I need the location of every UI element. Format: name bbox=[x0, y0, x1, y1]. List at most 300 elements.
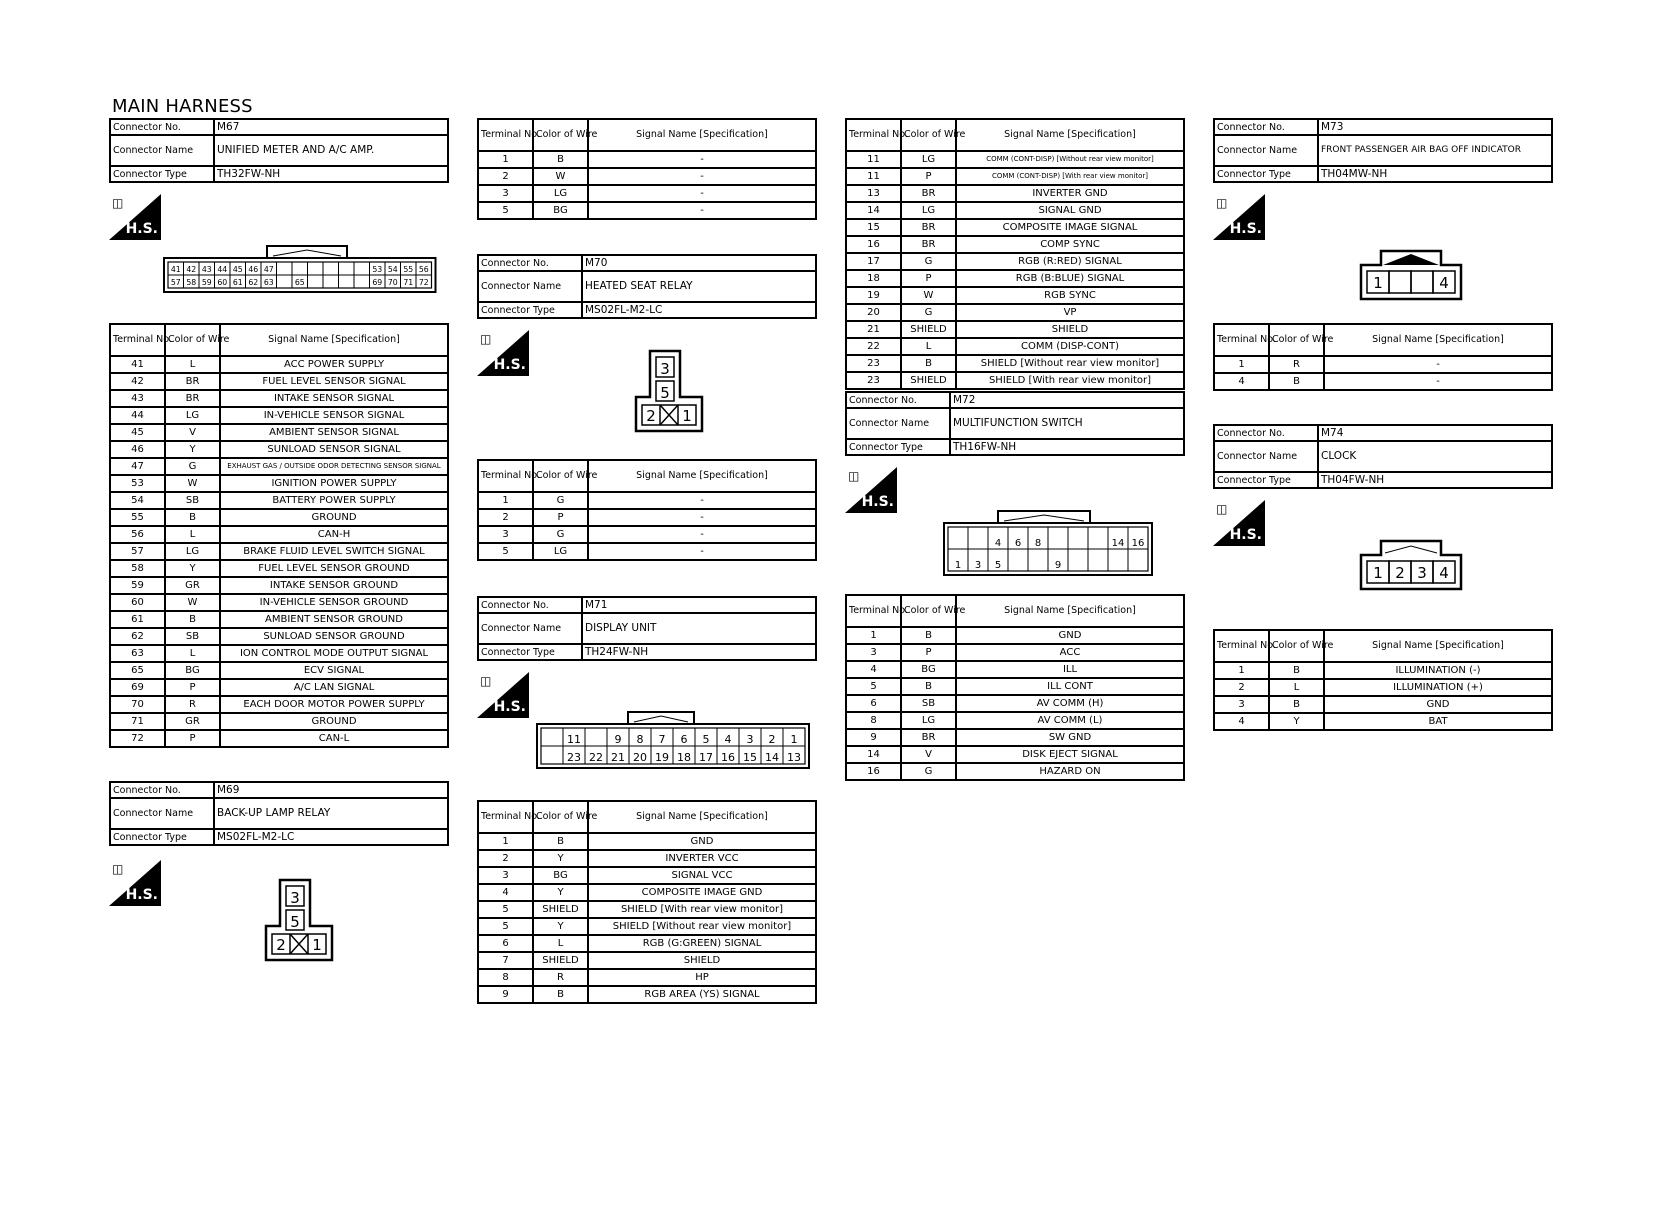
terminal-no-cell: 57 bbox=[110, 543, 165, 560]
wire-color-cell: G bbox=[901, 253, 956, 270]
wire-color-cell: BR bbox=[165, 390, 220, 407]
table-row bbox=[846, 253, 1184, 270]
table-row bbox=[846, 372, 1184, 389]
pin-number: 43 bbox=[201, 265, 212, 274]
table-row bbox=[110, 730, 448, 747]
terminal-no-cell: 23 bbox=[846, 372, 901, 389]
wire-color-cell: W bbox=[165, 594, 220, 611]
connector-type-value: TH24FW-NH bbox=[582, 644, 816, 660]
table-row bbox=[110, 645, 448, 662]
pin-cavity bbox=[1008, 549, 1028, 571]
signal-name-cell: - bbox=[1324, 373, 1552, 390]
pin-cavity bbox=[541, 746, 563, 764]
wire-color-cell: SB bbox=[901, 695, 956, 712]
connector-name-label: Connector Name bbox=[846, 408, 950, 439]
pin-cavity bbox=[277, 262, 293, 275]
wire-color-cell: B bbox=[533, 151, 588, 168]
terminal-table-m67 bbox=[109, 323, 449, 748]
terminal-no-cell: 21 bbox=[846, 321, 901, 338]
signal-name-cell: SHIELD bbox=[956, 321, 1184, 338]
wire-color-cell: BR bbox=[901, 236, 956, 253]
pin-number: 72 bbox=[418, 278, 429, 287]
pin-number: 20 bbox=[633, 751, 647, 764]
pin-cavity bbox=[339, 262, 355, 275]
table-row bbox=[1214, 373, 1552, 390]
connector-face-m73 bbox=[1355, 245, 1465, 305]
terminal-no-cell: 54 bbox=[110, 492, 165, 509]
connector-face-m67 bbox=[162, 240, 452, 300]
latch-mark bbox=[1004, 515, 1084, 521]
terminal-no-cell: 6 bbox=[846, 695, 901, 712]
table-row bbox=[110, 577, 448, 594]
connector-no-value: M73 bbox=[1318, 119, 1552, 135]
signal-name-cell: GND bbox=[1324, 696, 1552, 713]
table-row bbox=[846, 168, 1184, 185]
connector-info-m71 bbox=[477, 596, 817, 661]
terminal-no-cell: 8 bbox=[846, 712, 901, 729]
wire-color-cell: V bbox=[165, 424, 220, 441]
pin-number: 1 bbox=[954, 560, 962, 571]
wire-color-cell: B bbox=[901, 355, 956, 372]
signal-name-header: Signal Name [Specification] bbox=[588, 460, 816, 492]
connector-name-label: Connector Name bbox=[110, 135, 214, 166]
signal-name-cell: EXHAUST GAS / OUTSIDE ODOR DETECTING SENSOR SIGNAL bbox=[220, 458, 448, 475]
terminal-no-header: Terminal No. bbox=[478, 460, 533, 492]
table-row bbox=[110, 373, 448, 390]
signal-name-cell: COMPOSITE IMAGE GND bbox=[588, 884, 816, 901]
terminal-no-cell: 41 bbox=[110, 356, 165, 373]
pin-number: 5 bbox=[994, 560, 1002, 571]
terminal-no-cell: 42 bbox=[110, 373, 165, 390]
signal-name-cell: ECV SIGNAL bbox=[220, 662, 448, 679]
terminal-no-cell: 1 bbox=[478, 833, 533, 850]
table-row bbox=[110, 713, 448, 730]
table-row bbox=[846, 304, 1184, 321]
table-row bbox=[110, 509, 448, 526]
pin-number: 9 bbox=[1054, 560, 1062, 571]
table-row bbox=[846, 661, 1184, 678]
wire-color-cell: BG bbox=[533, 202, 588, 219]
wire-color-cell: B bbox=[165, 611, 220, 628]
pin-cavity bbox=[968, 527, 988, 549]
connector-name-label: Connector Name bbox=[478, 271, 582, 302]
signal-name-cell: FUEL LEVEL SENSOR SIGNAL bbox=[220, 373, 448, 390]
signal-name-cell: INVERTER VCC bbox=[588, 850, 816, 867]
connector-face-m70 bbox=[632, 347, 717, 435]
signal-name-cell: SHIELD [Without rear view monitor] bbox=[588, 918, 816, 935]
terminal-no-header: Terminal No. bbox=[1214, 630, 1269, 662]
signal-name-cell: GROUND bbox=[220, 509, 448, 526]
wire-color-cell: SHIELD bbox=[901, 321, 956, 338]
harness-side-icon: ◫ H.S. bbox=[109, 860, 161, 906]
table-row bbox=[478, 969, 816, 986]
pin-cavity bbox=[1068, 549, 1088, 571]
pin-number: 1 bbox=[1373, 564, 1383, 582]
pin-cavity bbox=[323, 275, 339, 288]
table-row bbox=[846, 185, 1184, 202]
connector-type-label: Connector Type bbox=[110, 829, 214, 845]
pin-cavity bbox=[1108, 549, 1128, 571]
pin-cavity bbox=[1048, 527, 1068, 549]
table-row bbox=[846, 627, 1184, 644]
signal-name-header: Signal Name [Specification] bbox=[220, 324, 448, 356]
pin-number: 63 bbox=[263, 278, 274, 287]
wire-color-cell: LG bbox=[901, 712, 956, 729]
terminal-no-cell: 46 bbox=[110, 441, 165, 458]
signal-name-cell: INVERTER GND bbox=[956, 185, 1184, 202]
signal-name-cell: AV COMM (L) bbox=[956, 712, 1184, 729]
terminal-no-cell: 4 bbox=[1214, 713, 1269, 730]
signal-name-cell: AMBIENT SENSOR SIGNAL bbox=[220, 424, 448, 441]
table-row bbox=[1214, 696, 1552, 713]
signal-name-cell: CAN-H bbox=[220, 526, 448, 543]
signal-name-cell: ACC bbox=[956, 644, 1184, 661]
table-row bbox=[110, 526, 448, 543]
wire-color-cell: W bbox=[533, 168, 588, 185]
signal-name-cell: SUNLOAD SENSOR SIGNAL bbox=[220, 441, 448, 458]
signal-name-cell: COMM (DISP-CONT) bbox=[956, 338, 1184, 355]
pin-number: 60 bbox=[217, 278, 228, 287]
signal-name-cell: DISK EJECT SIGNAL bbox=[956, 746, 1184, 763]
pin-number: 45 bbox=[232, 265, 243, 274]
connector-icon: ◫ bbox=[112, 862, 124, 876]
connector-icon: ◫ bbox=[112, 196, 124, 210]
wire-color-cell: LG bbox=[165, 407, 220, 424]
connector-name-value: CLOCK bbox=[1318, 441, 1552, 472]
terminal-no-cell: 5 bbox=[478, 901, 533, 918]
table-row bbox=[110, 492, 448, 509]
table-row bbox=[846, 236, 1184, 253]
signal-name-cell: GND bbox=[588, 833, 816, 850]
table-row bbox=[110, 424, 448, 441]
terminal-no-cell: 5 bbox=[478, 543, 533, 560]
connector-name-label: Connector Name bbox=[478, 613, 582, 644]
table-row bbox=[478, 543, 816, 560]
terminal-no-cell: 22 bbox=[846, 338, 901, 355]
pin-number: 16 bbox=[721, 751, 735, 764]
pin-number: 2 bbox=[646, 407, 656, 425]
table-row bbox=[846, 338, 1184, 355]
connector-no-value: M70 bbox=[582, 255, 816, 271]
table-row bbox=[846, 712, 1184, 729]
table-row bbox=[110, 662, 448, 679]
wire-color-cell: P bbox=[901, 644, 956, 661]
wire-color-cell: SHIELD bbox=[533, 952, 588, 969]
wire-color-cell: BR bbox=[165, 373, 220, 390]
wire-color-cell: P bbox=[533, 509, 588, 526]
wire-color-cell: G bbox=[901, 304, 956, 321]
wire-color-cell: R bbox=[1269, 356, 1324, 373]
pin-cavity bbox=[277, 275, 293, 288]
pin-cavity bbox=[292, 262, 308, 275]
terminal-no-cell: 5 bbox=[478, 918, 533, 935]
pin-number: 1 bbox=[790, 733, 798, 746]
table-row bbox=[478, 833, 816, 850]
connector-type-value: TH04MW-NH bbox=[1318, 166, 1552, 182]
pin-cavity bbox=[308, 275, 324, 288]
terminal-no-header: Terminal No. bbox=[110, 324, 165, 356]
table-row bbox=[846, 729, 1184, 746]
connector-no-label: Connector No. bbox=[1214, 119, 1318, 135]
terminal-no-cell: 72 bbox=[110, 730, 165, 747]
wire-color-cell: BR bbox=[901, 219, 956, 236]
connector-icon: ◫ bbox=[480, 332, 492, 346]
table-row bbox=[110, 441, 448, 458]
wire-color-cell: G bbox=[533, 492, 588, 509]
table-row bbox=[478, 901, 816, 918]
connector-info-m74 bbox=[1213, 424, 1553, 489]
signal-name-cell: INTAKE SENSOR SIGNAL bbox=[220, 390, 448, 407]
wire-color-cell: SB bbox=[165, 492, 220, 509]
connector-face-m71 bbox=[535, 712, 815, 784]
terminal-no-cell: 17 bbox=[846, 253, 901, 270]
signal-name-header: Signal Name [Specification] bbox=[956, 119, 1184, 151]
signal-name-cell: BRAKE FLUID LEVEL SWITCH SIGNAL bbox=[220, 543, 448, 560]
connector-type-value: TH04FW-NH bbox=[1318, 472, 1552, 488]
latch-mark bbox=[634, 716, 688, 722]
harness-side-icon: ◫ H.S. bbox=[845, 467, 897, 513]
table-row bbox=[846, 644, 1184, 661]
table-row bbox=[1214, 679, 1552, 696]
wire-color-cell: GR bbox=[165, 577, 220, 594]
color-of-wire-header: Color of Wire bbox=[533, 801, 588, 833]
wire-color-cell: G bbox=[533, 526, 588, 543]
pin-number: 4 bbox=[1439, 274, 1449, 292]
connector-no-value: M69 bbox=[214, 782, 448, 798]
signal-name-cell: ILLUMINATION (+) bbox=[1324, 679, 1552, 696]
table-row bbox=[846, 695, 1184, 712]
color-of-wire-header: Color of Wire bbox=[1269, 630, 1324, 662]
wire-color-cell: V bbox=[901, 746, 956, 763]
pin-number: 71 bbox=[403, 278, 414, 287]
connector-name-value: BACK-UP LAMP RELAY bbox=[214, 798, 448, 829]
pin-number: 2 bbox=[1395, 564, 1405, 582]
signal-name-cell: INTAKE SENSOR GROUND bbox=[220, 577, 448, 594]
table-row bbox=[478, 986, 816, 1003]
signal-name-cell: - bbox=[588, 202, 816, 219]
pin-cavity bbox=[1068, 527, 1088, 549]
wire-color-cell: LG bbox=[533, 543, 588, 560]
pin-number: 19 bbox=[655, 751, 669, 764]
signal-name-cell: SUNLOAD SENSOR GROUND bbox=[220, 628, 448, 645]
wire-color-cell: R bbox=[165, 696, 220, 713]
connector-icon: ◫ bbox=[848, 469, 860, 483]
terminal-no-cell: 70 bbox=[110, 696, 165, 713]
signal-name-cell: BATTERY POWER SUPPLY bbox=[220, 492, 448, 509]
terminal-no-cell: 43 bbox=[110, 390, 165, 407]
signal-name-cell: ILLUMINATION (-) bbox=[1324, 662, 1552, 679]
pin-number: 41 bbox=[170, 265, 181, 274]
connector-info-m69 bbox=[109, 781, 449, 846]
pin-number: 70 bbox=[387, 278, 398, 287]
terminal-no-cell: 53 bbox=[110, 475, 165, 492]
terminal-no-cell: 14 bbox=[846, 202, 901, 219]
connector-name-label: Connector Name bbox=[1214, 441, 1318, 472]
table-row bbox=[1214, 356, 1552, 373]
table-row bbox=[110, 458, 448, 475]
wire-color-cell: B bbox=[533, 833, 588, 850]
wire-color-cell: L bbox=[901, 338, 956, 355]
connector-info-m73 bbox=[1213, 118, 1553, 183]
table-row bbox=[478, 850, 816, 867]
table-row bbox=[846, 202, 1184, 219]
signal-name-cell: EACH DOOR MOTOR POWER SUPPLY bbox=[220, 696, 448, 713]
pin-cavity bbox=[308, 262, 324, 275]
connector-no-value: M74 bbox=[1318, 425, 1552, 441]
table-row bbox=[478, 952, 816, 969]
pin-number: 8 bbox=[636, 733, 644, 746]
wire-color-cell: G bbox=[165, 458, 220, 475]
pin-number: 47 bbox=[263, 265, 274, 274]
pin-number: 1 bbox=[1373, 274, 1383, 292]
terminal-no-cell: 9 bbox=[846, 729, 901, 746]
signal-name-cell: FUEL LEVEL SENSOR GROUND bbox=[220, 560, 448, 577]
wire-color-cell: G bbox=[901, 763, 956, 780]
signal-name-cell: AV COMM (H) bbox=[956, 695, 1184, 712]
connector-no-value: M71 bbox=[582, 597, 816, 613]
wire-color-cell: SB bbox=[165, 628, 220, 645]
pin-number: 1 bbox=[312, 936, 322, 954]
wire-color-cell: P bbox=[901, 168, 956, 185]
wire-color-cell: P bbox=[901, 270, 956, 287]
connector-type-value: MS02FL-M2-LC bbox=[214, 829, 448, 845]
signal-name-cell: SHIELD [With rear view monitor] bbox=[956, 372, 1184, 389]
terminal-no-cell: 44 bbox=[110, 407, 165, 424]
connector-icon: ◫ bbox=[1216, 502, 1228, 516]
pin-cavity bbox=[1128, 549, 1148, 571]
pin-number: 6 bbox=[1014, 538, 1022, 549]
terminal-no-cell: 2 bbox=[478, 509, 533, 526]
terminal-no-cell: 69 bbox=[110, 679, 165, 696]
signal-name-cell: GND bbox=[956, 627, 1184, 644]
pin-number: 21 bbox=[611, 751, 625, 764]
terminal-no-cell: 2 bbox=[478, 168, 533, 185]
signal-name-cell: RGB (B:BLUE) SIGNAL bbox=[956, 270, 1184, 287]
table-row bbox=[846, 151, 1184, 168]
signal-name-cell: COMM (CONT-DISP) [With rear view monitor] bbox=[956, 168, 1184, 185]
terminal-no-cell: 65 bbox=[110, 662, 165, 679]
harness-side-icon: ◫ H.S. bbox=[477, 672, 529, 718]
connector-latch bbox=[628, 712, 694, 724]
table-row bbox=[478, 884, 816, 901]
pin-cavity bbox=[323, 262, 339, 275]
harness-side-icon: ◫ H.S. bbox=[1213, 500, 1265, 546]
table-row bbox=[846, 678, 1184, 695]
table-row bbox=[110, 611, 448, 628]
table-row bbox=[478, 935, 816, 952]
wire-color-cell: LG bbox=[533, 185, 588, 202]
table-row bbox=[846, 763, 1184, 780]
connector-latch bbox=[998, 511, 1090, 523]
pin-number: 61 bbox=[232, 278, 243, 287]
pin-cavity bbox=[948, 527, 968, 549]
harness-side-icon: ◫ H.S. bbox=[477, 330, 529, 376]
signal-name-cell: BAT bbox=[1324, 713, 1552, 730]
pin-number: 57 bbox=[170, 278, 181, 287]
pin-number: 6 bbox=[680, 733, 688, 746]
connector-info-m67 bbox=[109, 118, 449, 183]
pin-number: 7 bbox=[658, 733, 666, 746]
terminal-table-m69 bbox=[477, 118, 817, 220]
wire-color-cell: B bbox=[1269, 373, 1324, 390]
signal-name-cell: RGB SYNC bbox=[956, 287, 1184, 304]
table-row bbox=[478, 867, 816, 884]
table-row bbox=[110, 628, 448, 645]
wire-color-cell: B bbox=[1269, 696, 1324, 713]
connector-no-label: Connector No. bbox=[478, 597, 582, 613]
pin-number: 59 bbox=[201, 278, 212, 287]
pin-number: 62 bbox=[248, 278, 259, 287]
wire-color-cell: LG bbox=[901, 202, 956, 219]
pin-cavity bbox=[1088, 527, 1108, 549]
table-row bbox=[110, 696, 448, 713]
wire-color-cell: W bbox=[165, 475, 220, 492]
signal-name-cell: COMM (CONT-DISP) [Without rear view monitor] bbox=[956, 151, 1184, 168]
pin-number: 9 bbox=[614, 733, 622, 746]
connector-face-m69 bbox=[262, 876, 347, 964]
signal-name-cell: VP bbox=[956, 304, 1184, 321]
pin-number: 3 bbox=[290, 889, 300, 907]
pin-number: 23 bbox=[567, 751, 581, 764]
color-of-wire-header: Color of Wire bbox=[901, 595, 956, 627]
pin-number: 5 bbox=[290, 913, 300, 931]
pin-number: 13 bbox=[787, 751, 801, 764]
signal-name-header: Signal Name [Specification] bbox=[588, 801, 816, 833]
table-row bbox=[110, 390, 448, 407]
terminal-table-m74 bbox=[1213, 629, 1553, 731]
table-row bbox=[846, 270, 1184, 287]
wire-color-cell: L bbox=[165, 356, 220, 373]
terminal-no-cell: 1 bbox=[846, 627, 901, 644]
terminal-no-cell: 58 bbox=[110, 560, 165, 577]
table-row bbox=[110, 356, 448, 373]
table-row bbox=[846, 746, 1184, 763]
color-of-wire-header: Color of Wire bbox=[165, 324, 220, 356]
terminal-no-cell: 71 bbox=[110, 713, 165, 730]
color-of-wire-header: Color of Wire bbox=[1269, 324, 1324, 356]
terminal-no-cell: 3 bbox=[846, 644, 901, 661]
latch-mark bbox=[273, 250, 341, 256]
signal-name-cell: HAZARD ON bbox=[956, 763, 1184, 780]
pin-cavity bbox=[1088, 549, 1108, 571]
terminal-no-cell: 60 bbox=[110, 594, 165, 611]
pin-number: 55 bbox=[403, 265, 414, 274]
terminal-no-cell: 2 bbox=[1214, 679, 1269, 696]
signal-name-cell: COMP SYNC bbox=[956, 236, 1184, 253]
terminal-no-cell: 19 bbox=[846, 287, 901, 304]
pin-cavity bbox=[1411, 271, 1433, 293]
pin-number: 69 bbox=[372, 278, 383, 287]
pin-number: 44 bbox=[217, 265, 228, 274]
signal-name-cell: ILL bbox=[956, 661, 1184, 678]
wire-color-cell: Y bbox=[533, 884, 588, 901]
pin-cavity bbox=[585, 728, 607, 746]
wire-color-cell: GR bbox=[165, 713, 220, 730]
terminal-no-cell: 3 bbox=[478, 867, 533, 884]
pin-number: 3 bbox=[660, 360, 670, 378]
page-title: MAIN HARNESS bbox=[112, 96, 253, 117]
wire-color-cell: BG bbox=[901, 661, 956, 678]
wire-color-cell: LG bbox=[901, 151, 956, 168]
pin-number: 4 bbox=[1439, 564, 1449, 582]
terminal-no-cell: 63 bbox=[110, 645, 165, 662]
wire-color-cell: BG bbox=[165, 662, 220, 679]
pin-number: 14 bbox=[1111, 538, 1125, 549]
connector-latch bbox=[267, 246, 347, 258]
signal-name-cell: - bbox=[588, 151, 816, 168]
terminal-no-cell: 62 bbox=[110, 628, 165, 645]
terminal-no-cell: 7 bbox=[478, 952, 533, 969]
